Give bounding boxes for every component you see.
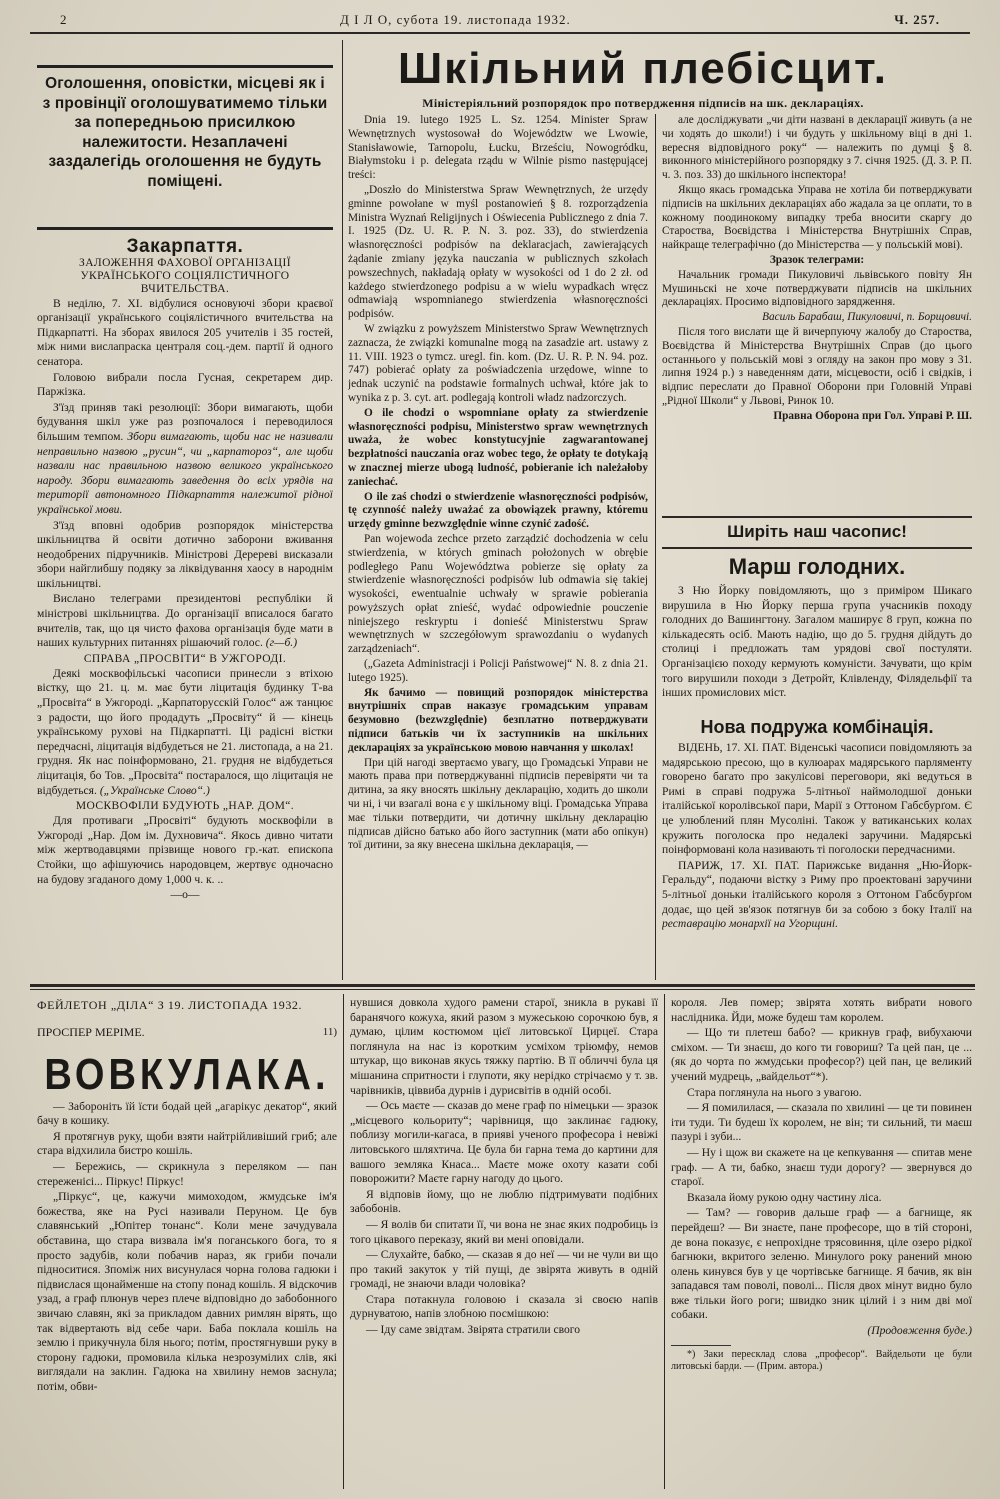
feuilleton-rule <box>30 989 975 990</box>
masthead-line: Д І Л О, субота 19. листопада 1932. <box>340 12 571 27</box>
source-credit: („Українське Слово“.) <box>99 783 210 797</box>
column-rule <box>343 994 344 1489</box>
paragraph: — Я волів би спитати її, чи вона не знає яких подробиць із того цікавого переказу, який ви мені оповідали. <box>350 1217 658 1246</box>
resolution-text: Збори вимагають, щоби нас не називали неправильно назвою „русин“, чи „карпатороз“, але щоби назвали нас правильною назвою великого українського народу. <box>37 429 333 487</box>
paragraph: Pan wojewoda zechce przeto zarządzić dochodzenia w celu stwierdzenia, w których gminach położonych w obrębie podległego Panu Województwa pobierze się opłaty za stwierdzenie własnoręczności podpisów lub odmawia się takiej wysokości, ewentualnie uchwały w sprawie pobierania powyższych opłat znieść, wydać odpowiednie pouczenie niniejszego reskryptu i donieść Ministerstwu Spraw wewnętrznych w szczegółowym sprawozdaniu o wydanych zarządzeniach“. <box>348 532 648 656</box>
paragraph: — Ну і щож ви скажете на це кепкування — спитав мене граф. — А ти, бабко, знаєш туди дорогу? — звернувся до старої. <box>671 1145 972 1189</box>
paragraph: — Ось маєте — сказав до мене граф по німецьки — зразок „місцевого кольориту“; чарівниця, що заклинає гадюку, поблизу могили-кагаса, в приявi ученого професора і невіжі литовського шляхтича. Це була би гарна тема до картини для вашого земляка Кнаса... Маєте може охоту казати собі поворожити? Маєте гарну нагоду до цього. <box>350 1099 658 1186</box>
author: ПРОСПЕР МЕРІМЕ. <box>37 1024 145 1039</box>
column-rule <box>342 40 343 980</box>
installment-number: 11) <box>322 1025 337 1038</box>
article-subtitle: Міністеріяльний розпорядок про потвердження підписів на шк. деклараціях. <box>422 96 864 110</box>
column-feuilleton-1 <box>37 998 337 1490</box>
column-rule <box>655 114 656 980</box>
header-rule <box>30 32 970 34</box>
column-feuilleton-3 <box>671 996 972 1490</box>
paragraph: — Забороніть їй їсти бодай цей „агарікус декатор“, який бачу в кошику. <box>37 1099 337 1128</box>
column-rule <box>664 994 665 1489</box>
divider-mark: —о— <box>170 888 200 902</box>
paragraph: — Я помилилася, — сказала по хвилині — це ти повинен іти туди. Ти будеш їх королем, не він; ти сильний, ти маєш пазурі і зуби... <box>671 1101 972 1144</box>
paragraph: короля. Лев помер; звірята хотять вибрати нового наслідника. Йди, може будеш там королем. <box>671 996 972 1024</box>
paragraph: W związku z powyższem Ministerstwo Spraw Wewnętrznych zaznacza, że związki komunalne mogą na zasadzie art. ustawy z 11. VIII. 1923 o tymcz. uregl. fin. kom. (Dz. U. R. P. N. 94. poz. 747) pobierać opłaty za poświadczenia urzędowe, winne to jednak uczynić na podstawie formalnych uchwał, które jak to wynika z p. 3. cyt. art. podlegają kontroli władz nadzorczych. <box>348 322 648 404</box>
issue-number: Ч. 257. <box>894 12 940 27</box>
paragraph: Для противаги „Просвіті“ будують москвофіли в Ужгороді „Нар. Дом ім. Духновича“. Якось дивно читати між жертводавцями прізвище нового гр.-кат. епископа Стойки, що афішуючись народовцем, жертвує одночасно на будову згаданого дому 1,000 ч. к. .. <box>37 814 333 886</box>
paragraph: ВІДЕНЬ, 17. XI. ПАТ. Віденські часописи повідомляють за мадярською пресою, що в кулюарах мадярського парляменту говорено багато про закулісові переговори, які ведуться в Римі в справі подружа 5-літньої наймолодшої доньки італійської королівської пари, Марії з Оттоном Габсбурґом. Є це улюблений плян Мусоліні. Також у ватиканських колах кружить поголоска про недалекі заручини. Мадярські поінформовані кола називають ті поголоски передчасними. <box>662 741 972 857</box>
article-title-plebiscite: Шкільний плебісцит. <box>397 44 889 93</box>
article-union <box>662 715 972 980</box>
column-zakarpattia <box>37 236 333 981</box>
feuilleton-header: ФЕЙЛЕТОН „ДІЛА“ З 19. ЛИСТОПАДА 1932. <box>37 998 303 1012</box>
paragraph: Як бачимо — повищий розпорядок міністерства внутрішніх справ наказує громадським управам безумовно (bezwzględnie) безплатно потверджувати підписи батьків чи їх заступників на шкільних деклараціях за українською мовою навчання у школах! <box>348 686 648 754</box>
byline <box>37 1025 337 1041</box>
signature: (г—б.) <box>265 636 298 650</box>
paragraph: З'їзд вповні одобрив розпорядок міністерства шкільництва й освіти дотично заборони вживання неодобрених підручників. Міністрові Деререві висказали збори найглибшу подяку за ліквідування хаосу в народнім шкільництві. <box>37 518 333 590</box>
paragraph: Dnia 19. lutego 1925 L. Sz. 1254. Minister Spraw Wewnętrznych wystosował do Województw we Lwowie, Stanisławowie, Tarnopolu, Łucku, Brześciu, Nowogródku, Białymstoku i p. delegata rządu w Wilnie pismo następującej treści: <box>348 114 648 182</box>
paragraph: „Піркус“, це, кажучи мимоходом, жмудське ім'я божества, яке на Русі називали Перуном. Це був славянський „Юпітер тонанс“. Коли мене зачудувала обставина, що стара визвала ім'я поганського бога, то я просто задубів, коли побачив нараз, як гриби почали підноситися. Зпоміж них висунулася чорна голова гадюки і підвислася щонайменше на стопу понад кошіль. Я відскочив узад, а граф плюнув через плече відповідно до забобонного звичаю славян, які за прикладом давних римлян вірять, що так відвертають від себе чари. Баба поклала кошіль на землю і прикучнула біля нього; потім, простягнувши руку в сторону гадюки, промовила кілька незрозумілих слів, які виглядали на заклин. Гадюка на хвилину немов заснула; потім, обви- <box>37 1190 337 1393</box>
paragraph: — Іду саме звідтам. Звірята стратили свого <box>366 1323 581 1337</box>
paragraph: Після того вислати ще й вичерпуючу жалобу до Староства, Воєвідства й Міністерства Внутрішніх Справ (до цього останнього у польській мові з огляду на закон про мову з 31. липня 1924 р.) з наведенням дати, місцевости, осіб і свідків, і відпис переслати до Правної Оборони при Головній Управі „Рідної Школи“ у Львові, Ринок 10. <box>662 325 972 407</box>
paragraph: При цій нагоді звертаємо увагу, що Громадські Управи не мають права при потверджуванні підписів перевіряти чи та дитина, за яку вносять шкільну декларацію, ходить до школи чи ні, і чи взагалі вона є у шкільному віці. Громадська Управа має тільки потвердити, чи дотичну шкільну декларацію підписав дійсно батько або його заступник (мати або опікун) тої дитини, за яку внесена шкільна декларація, — <box>348 756 648 852</box>
article-hunger-march <box>662 553 972 713</box>
paragraph: — Там? — говорив дальше граф — а багнище, як перейдеш? — Ви знаєте, пане професоре, що в тій стороні, де вона показує, є непрохідне трясовиння, ціле озеро рідкої багнюки, вкритого зеленю. Минулого року ранений мною олень кинувся був у це чортівське багнище. Я бачив, як він западався там поволі, поволі... Після двох мінут видно було вже тільки його роги; швидко зник цілий і з ним дві мої собаки. <box>671 1206 972 1322</box>
paragraph <box>37 401 333 518</box>
article-subheading: МОСКВОФІЛИ БУДУЮТЬ „НАР. ДОМ“. <box>75 800 295 813</box>
telegram-heading: Зразок телеграми: <box>769 253 865 266</box>
notice-text: Оголошення, оповістки, місцеві як і з провінції оголошуватимемо тільки за попередньою присилкою належитости. Незаплачені заздалегідь оголошення не будуть поміщені. <box>42 75 328 190</box>
section-rule <box>662 547 972 549</box>
spread-slogan: Ширіть наш часопис! <box>727 522 907 541</box>
column-feuilleton-2 <box>350 996 658 1490</box>
resolution-text: З'їзд приняв такі резолюції: Збори вимагають, щоби будування шкіл уже раз розпочалося і переводилося більшим темпом. <box>37 400 333 443</box>
paragraph: Я відповів йому, що не люблю підтримувати подібних забобонів. <box>350 1187 658 1216</box>
feuilleton-title: ВОВКУЛАКА. <box>44 1050 330 1099</box>
paragraph: Стара поглянула на нього з увагою. <box>687 1085 862 1099</box>
paragraph: але досліджувати „чи діти названі в декларації живуть (а не чи ходять до школи!) і чи будуть у шкільному віці в дні 1. вересня відповідного року“ — належить по думці § 8. виконного міністерійного розпорядку з 7. січня 1925. (Д. З. Р. П. ч. 3. поз. 33) до шкільного інспектора! <box>662 114 972 182</box>
paragraph: („Gazeta Administracji i Policji Państwowej“ N. 8. z dnia 21. lutego 1925). <box>348 658 648 684</box>
section-heading: Закарпаття. <box>126 236 244 257</box>
column-plebiscite-1 <box>348 114 648 980</box>
page-header <box>60 12 940 32</box>
article-subheading: СПРАВА „ПРОСВІТИ“ В УЖГОРОДІ. <box>83 652 287 665</box>
paragraph <box>37 592 333 650</box>
paragraph: — Що ти плетеш бабо? — крикнув граф, вибухаючи сміхом. — Ти знаєш, до кого ти говориш? Та цей пан, це ... (як до чорта по жмудськи професор?) цей пан, це великий учений мудрець, „вайдельот“*). <box>671 1026 972 1083</box>
paragraph: В неділю, 7. XI. відбулися основуючі збори краєвої організації українського соціялістичного вчительства на Підкарпатті. На зборах явилося 205 учителів і 35 гостей, між ними вислапраска централя соц.-дем. партії й одного сенатора. <box>37 296 333 368</box>
paragraph: „Doszło do Ministerstwa Spraw Wewnętrznych, że urzędy gminne powołane w myśl postanowień § 8. rozporządzenia Ministra Wyznań Religijnych i Oświecenia Publicznego z dnia 7. I. 1925 (Dz. U. R. P. N. 3. poz. 33), do stwierdzenia własnoręczności podpisów na deklaracjach, zawierających żądanie zmiany języka nauczania w publicznych szkołach powszechnych, nakładają opłaty w wysokości od 1 do 2 zł. od każdego stwierdzonego podpisu a w wielu wypadkach wręcz odmawiają wspomnianego stwierdzenia własnoręczności podpisów. <box>348 183 648 321</box>
paragraph-text: ПАРИЖ, 17. XI. ПАТ. Парижське видання „Ню-Йорк-Геральду“, подаючи вістку з Риму про проектовані заручини 5-літньої доньки італійського короля з Оттоном Габсбурґом додає, що цей зв'язок потягнув би за собою з боку Італії на <box>662 858 972 916</box>
paragraph-text: реставрацію монархії на Угорщині. <box>662 917 838 931</box>
paragraph: Я протягнув руку, щоби взяти найтрійливіший гриб; але стара відхилила бистро кошіль. <box>37 1129 337 1158</box>
signature: Василь Барабаш, Пикуловичі, п. Борщовичі. <box>762 311 972 324</box>
paragraph-text: Деякі москвофільські часописи принесли з втіхою вістку, що 21. ц. м. має бути ліцитація будинку Т-ва „Просвіта“ в Ужгороді. „Карпаторусскій Голос“ аж танцює з радости, що його продадуть „Просвіту“ й — кінець українському рухові на Підкарпатті. Ці радісні вістки передчасні, ліцитація відбудеться не 21. листопада, а на 21. грудня. Як нас поінформовано, 21. грудня не відбудеться ліцитація, бо Тов. „Просвіта“ постаралося, що ліцитація не відбудеться. <box>37 666 333 797</box>
column-plebiscite-2 <box>662 114 972 514</box>
article-title: Марш голодних. <box>728 554 906 579</box>
paragraph: — Бережись, — скрикнула з переляком — пан стереженісі... Піркус! Піркус! <box>37 1159 337 1188</box>
paragraph: — Слухайте, бабко, — сказав я до неї — чи не чули ви що про такий закуток у тій пущі, де звірята живуть в одній громаді, не знаючи влади чоловіка? <box>350 1248 658 1291</box>
signature: Правна Оборона при Гол. Управі Р. Ш. <box>773 409 972 422</box>
paragraph <box>37 667 333 798</box>
paragraph: Начальник громади Пикуловичі львівського повіту Ян Мушиньскі не хоче потверджувати підписів на шкільних деклараціях. Просимо відповідного зарядження. <box>662 268 972 309</box>
advertising-notice <box>37 65 333 230</box>
paragraph: Головою вибрали посла Гусная, секретарем дир. Паржізка. <box>37 370 333 399</box>
section-rule <box>662 516 972 518</box>
paragraph: Якщо якась громадська Управа не хотіла би потверджувати підписів на шкільних деклараціях або жадала за це оплати, то в кожному поодинокому випадку треба вносити скаргу до Староства, Воєвідства і Міністерства Внутрішніх Справ, найкраще телеграфічно (до Міністерства — у польській мові). <box>662 183 972 252</box>
article-title: Нова подружа комбінація. <box>700 717 934 737</box>
paragraph: Стара потакнула головою і сказала зі своєю напів дурнуватою, напів злобною посмішкою: <box>350 1292 658 1321</box>
continuation-note: (Продовження буде.) <box>867 1324 972 1338</box>
paragraph <box>662 859 972 932</box>
paragraph-text: Вислано телеграми президентові республіки й міністрові шкільництва. До організації вписалося багато вчителів, так, що ця чисто фахова організація буде мати в наших культурних питаннях рішаючий голос. <box>37 592 333 650</box>
feuilleton-rule <box>30 984 975 987</box>
footnote-rule <box>671 1345 731 1346</box>
resolution-text: Збори вимагають заведення до всіх урядів на території автономного Підкарпаття належитої рідної української мови. <box>37 473 333 516</box>
paragraph: З Ню Йорку повідомляють, що з приміром Шикаго вирушила в Ню Йорку перша група учасників походу голодних до Вашингтону. Загалом маширує 8 груп, кожна по кількадесять осіб. Мають надію, що до 5. грудня дійдуть до столиці і предложать там урядові свої постуляти. Організацією походу кермують комуністи. Зачувати, що крім того вирушили походи з Детройт, Клівленду, Філядельфії та інших промислових міст. <box>662 584 972 700</box>
footnote: *) Заки пересклад слова „професор“. Вайдельоти це були литовські барди. — (Прим. автора.) <box>671 1348 972 1372</box>
article-subheading: ЗАЛОЖЕННЯ ФАХОВОЇ ОРГАНІЗАЦІЇ УКРАЇНСЬКОГО СОЦІЯЛІСТИЧНОГО ВЧИТЕЛЬСТВА. <box>79 256 291 295</box>
page-number: 2 <box>60 12 68 27</box>
paragraph: Вказала йому рукою одну частину ліса. <box>687 1190 882 1204</box>
paragraph: O ile zaś chodzi o stwierdzenie własnoręczności podpisów, tę czynność należy uważać za obowiązek prawny, któremu urzędy gminne bezwzględnie winne czynić zadość. <box>348 490 648 531</box>
paragraph: нувшися довкола худого рамени старої, зникла в рукаві її баранячого кожуха, який разом з мужеською сорочкою був, я думаю, цілим костюмом цієї литовської Цирцеї. Стара поглянула на нас із коротким усміхом тріюмфу, немов штукар, що виконав якусь тяжку партію. В її обличчі була ця мішанина спритности і глупоти, яку нерідко стрічаємо у т. зв. чарівників, ціввиба дурнів і дурисвітів в одній особі. <box>350 996 658 1097</box>
paragraph: O ile chodzi o wspomniane opłaty za stwierdzenie własnoręczności podpisu, Ministerstwo spraw wewnętrznych uważa, że wobec konstytucyjnie zagwarantowanej bezpłatności nauczania oraz wobec tego, że opłaty te dotykają w znacznej mierze ubogą ludność, pobieranie ich należałoby zaniechać. <box>348 406 648 488</box>
